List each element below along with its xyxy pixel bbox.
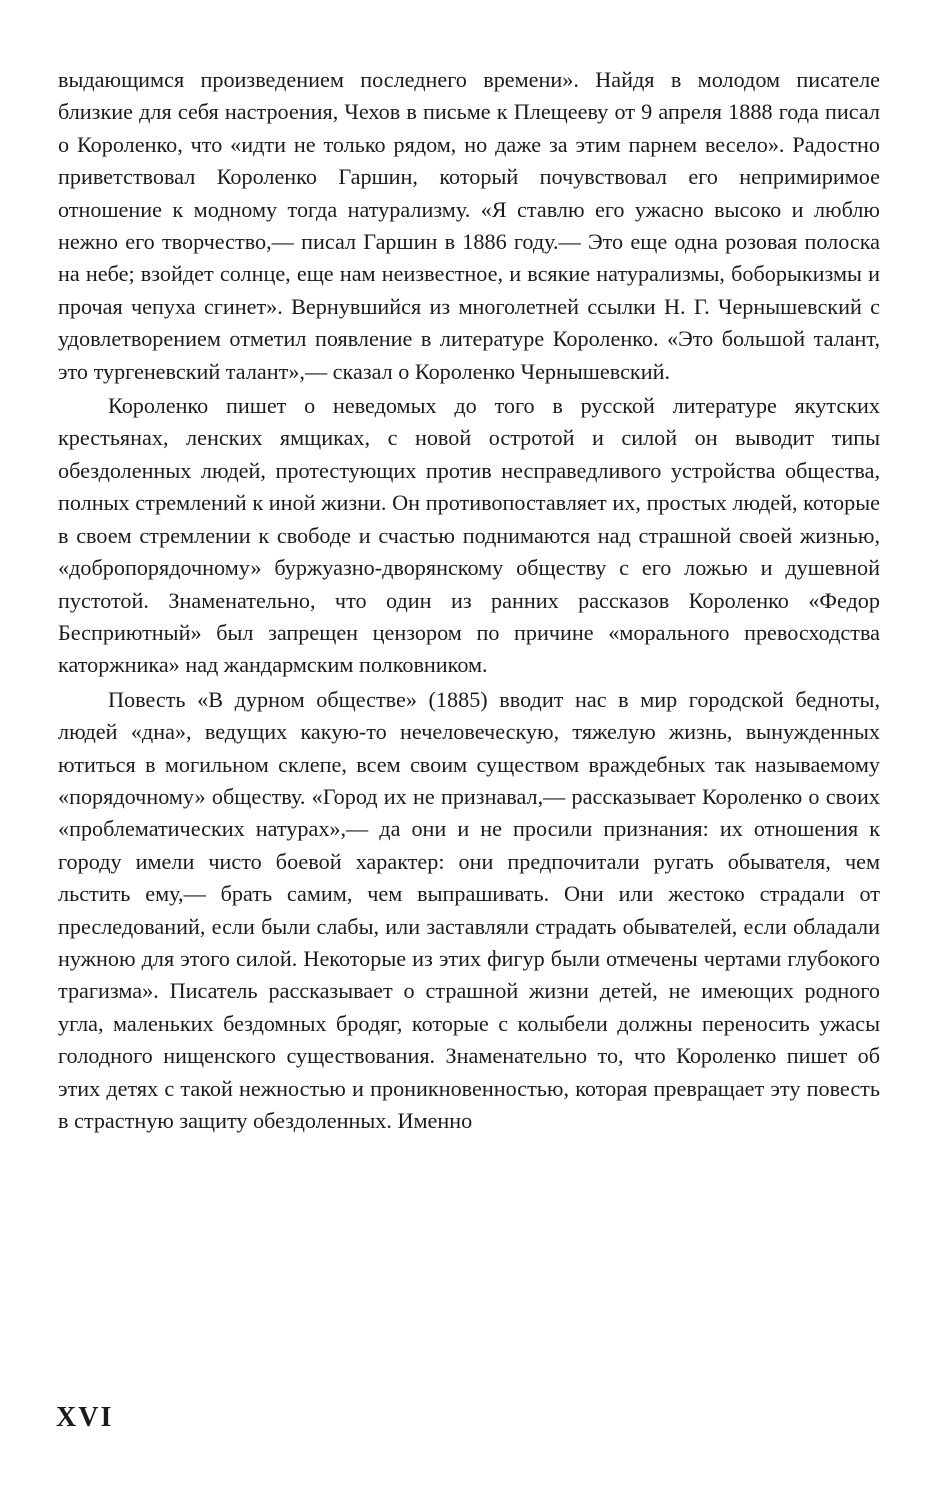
- paragraph-2: Короленко пишет о неведомых до того в русской литературе якутских крестьянах, ленских ямщиках, с новой остротой и силой он выводит типы обездоленных людей, протестующих против несправедливого устройства общества, полных стремлений к иной жизни. Он противопоставляет их, простых людей, которые в своем стремлении к свободе и счастью поднимаются над страшной своей жизнью, «добропорядочному» буржуазно-дворянскому обществу с его ложью и душевной пустотой. Знаменательно, что один из ранних рассказов Короленко «Федор Бесприютный» был запрещен цензором по причине «морального превосходства каторжника» над жандармским полковником.: [58, 393, 880, 678]
- paragraph-3: Повесть «В дурном обществе» (1885) вводит нас в мир городской бедноты, людей «дна», ведущих какую-то нечеловеческую, тяжелую жизнь, вынужденных ютиться в могильном склепе, всем своим существом враждебных так называемому «порядочному» обществу. «Город их не признавал,— рассказывает Короленко о своих «проблематических натурах»,— да они и не просили признания: их отношения к городу имели чисто боевой характер: они предпочитали ругать обывателя, чем льстить ему,— брать самим, чем выпрашивать. Они или жестоко страдали от преследований, если были слабы, или заставляли страдать обывателей, если обладали нужною для этого силой. Некоторые из этих фигур были отмечены чертами глубокого трагизма». Писатель рассказывает о страшной жизни детей, не имеющих родного угла, маленьких бездомных бродяг, которые с колыбели должны переносить ужасы голодного нищенского существования. Знаменательно то, что Короленко пишет об этих детях с такой нежностью и проникновенностью, которая превращает эту повесть в страстную защиту обездоленных. Именно: [58, 686, 880, 1133]
- paragraph-1: выдающимся произведением последнего времени». Найдя в молодом писателе близкие для себя настроения, Чехов в письме к Плещееву от 9 апреля 1888 года писал о Короленко, что «идти не только рядом, но даже за этим парнем весело». Радостно приветствовал Короленко Гаршин, который почувствовал его непримиримое отношение к модному тогда натурализму. «Я ставлю его ужасно высоко и люблю нежно его творчество,— писал Гаршин в 1886 году.— Это еще одна розовая полоска на небе; взойдет солнце, еще нам неизвестное, и всякие натурализмы, боборыкизмы и прочая чепуха сгинет». Вернувшийся из многолетней ссылки Н. Г. Чернышевский с удовлетворением отметил появление в литературе Короленко. «Это большой талант, это тургеневский талант»,— сказал о Короленко Чернышевский.: [58, 67, 880, 384]
- page-number: XVI: [56, 1402, 114, 1433]
- page-body: [58, 64, 880, 1137]
